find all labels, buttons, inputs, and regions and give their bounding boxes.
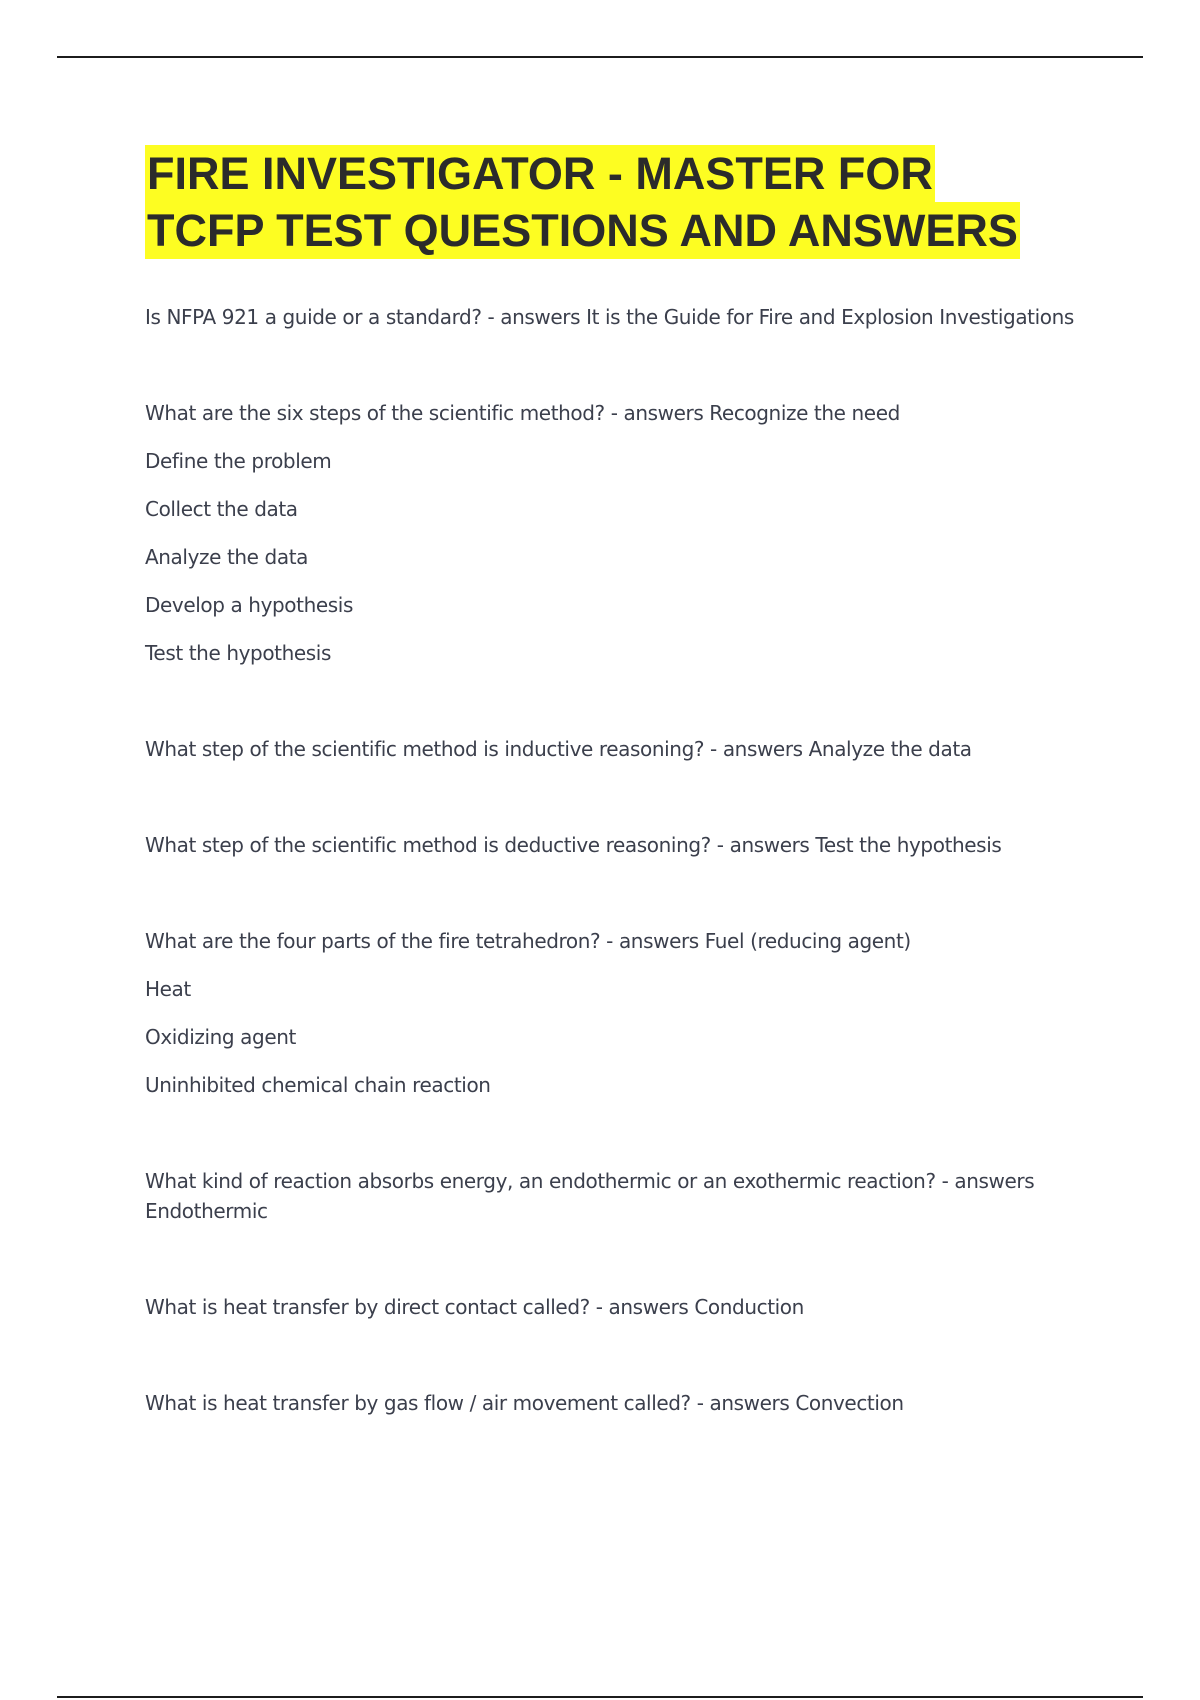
top-rule [57, 56, 1143, 58]
qa-question: What is heat transfer by direct contact called? - answers Conduction [145, 1295, 804, 1319]
qa-answer-line: Develop a hypothesis [145, 593, 353, 617]
qa-question: What kind of reaction absorbs energy, an endothermic or an exothermic reaction? - answers Endothermic [145, 1169, 1035, 1223]
title-line: FIRE INVESTIGATOR - MASTER FOR [145, 145, 935, 202]
qa-question: What step of the scientific method is deductive reasoning? - answers Test the hypothesis [145, 833, 1002, 857]
qa-answer-line: Define the problem [145, 449, 332, 473]
qa-answer-line: Test the hypothesis [145, 641, 331, 665]
qa-item [145, 1388, 1090, 1418]
qa-item [145, 734, 1090, 764]
qa-question: What is heat transfer by gas flow / air movement called? - answers Convection [145, 1391, 904, 1415]
qa-answer-line: Heat [145, 977, 191, 1001]
qa-item [145, 302, 1090, 332]
title-line: TCFP TEST QUESTIONS AND ANSWERS [145, 202, 1020, 259]
bottom-rule [57, 1696, 1143, 1698]
qa-answer-line: Oxidizing agent [145, 1025, 296, 1049]
qa-answer-line: Uninhibited chemical chain reaction [145, 1073, 491, 1097]
qa-item [145, 1166, 1090, 1226]
document-body [145, 145, 1090, 1418]
qa-question: Is NFPA 921 a guide or a standard? - answers It is the Guide for Fire and Explosion Investigations [145, 305, 1074, 329]
qa-item [145, 398, 1090, 668]
qa-item [145, 926, 1090, 1100]
qa-question: What are the four parts of the fire tetrahedron? - answers Fuel (reducing agent) [145, 929, 911, 953]
qa-answer-line: Collect the data [145, 497, 298, 521]
qa-answer-line: Analyze the data [145, 545, 308, 569]
qa-item [145, 830, 1090, 860]
qa-list [145, 302, 1090, 1418]
qa-item [145, 1292, 1090, 1322]
document-title [145, 145, 1090, 259]
qa-question: What step of the scientific method is inductive reasoning? - answers Analyze the data [145, 737, 972, 761]
qa-question: What are the six steps of the scientific method? - answers Recognize the need [145, 401, 900, 425]
